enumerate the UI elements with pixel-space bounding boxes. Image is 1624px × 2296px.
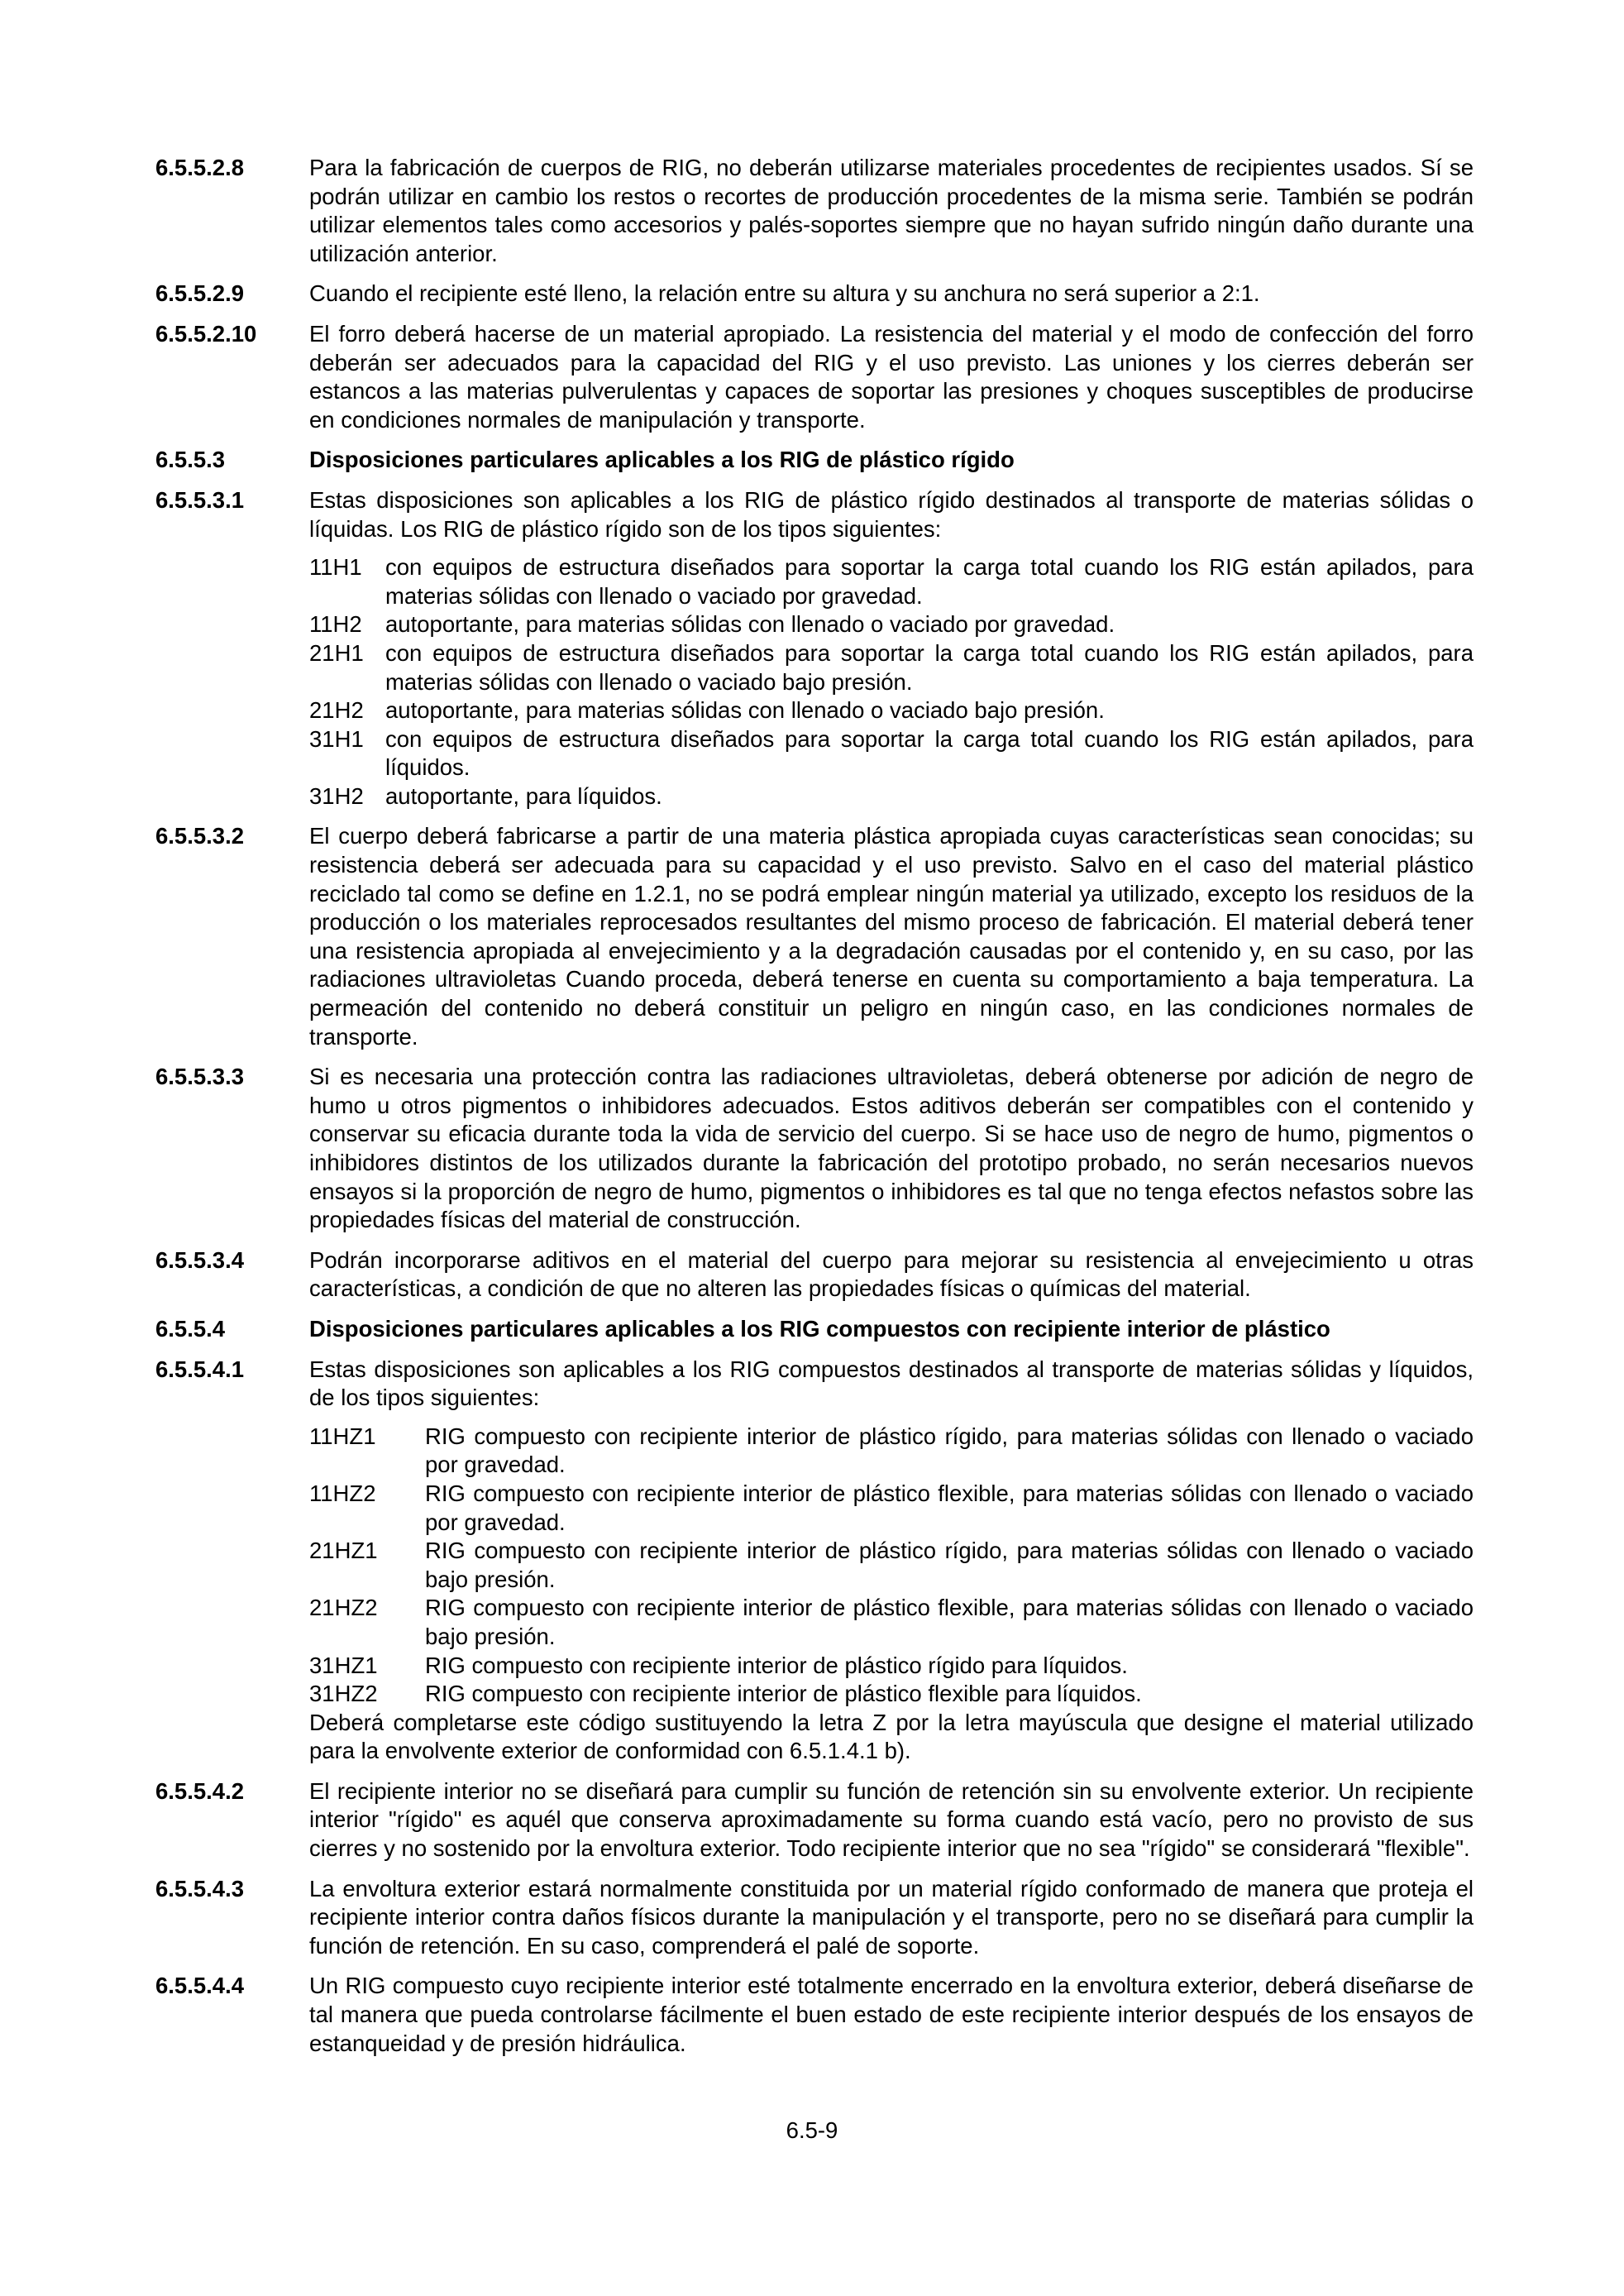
rigid-types-list	[309, 553, 1474, 811]
section-heading: Disposiciones particulares aplicables a los RIG de plástico rígido	[309, 447, 1015, 473]
section-text: Un RIG compuesto cuyo recipiente interior esté totalmente encerrado en la envoltura exterior, deberá diseñarse de tal manera que pueda controlarse fácilmente el buen estado de este recipiente interior después de los ensayos de estanqueidad y de presión hidráulica.	[309, 1973, 1474, 2056]
type-code: 31HZ2	[309, 1681, 378, 1707]
list-item	[309, 610, 1474, 639]
section-6-5-5-3-4	[155, 1246, 1474, 1303]
section-heading-6-5-5-3	[155, 446, 1474, 475]
page-content	[155, 154, 1474, 2069]
type-code: 11HZ1	[309, 1423, 376, 1449]
list-item	[309, 1652, 1474, 1681]
section-6-5-5-4-2	[155, 1777, 1474, 1863]
section-text: Estas disposiciones son aplicables a los RIG compuestos destinados al transporte de materias sólidas y líquidos, de los tipos siguientes:	[309, 1356, 1474, 1411]
section-6-5-5-3-1	[155, 486, 1474, 811]
section-text: Cuando el recipiente esté lleno, la relación entre su altura y su anchura no será superior a 2:1.	[309, 280, 1260, 307]
section-text: El cuerpo deberá fabricarse a partir de una materia plástica apropiada cuyas características sean conocidas; su resistencia deberá ser adecuada para su capacidad y el uso previsto. Salvo en el caso del material plástico reciclado tal como se define en 1.2.1, no se podrá emplear ningún material ya utilizado, excepto los residuos de la producción o los materiales reprocesados resultantes del mismo proceso de fabricación. El material deberá tener una resistencia apropiada al envejecimiento y a la degradación causadas por el contenido y, en su caso, por las radiaciones ultravioletas Cuando proceda, deberá tenerse en cuenta su comportamiento a baja temperatura. La permeación del contenido no deberá constituir un peligro en ningún caso, en las condiciones normales de transporte.	[309, 823, 1474, 1050]
list-item	[309, 1594, 1474, 1651]
list-item	[309, 553, 1474, 610]
type-code: 11H1	[309, 554, 362, 581]
type-code: 21HZ2	[309, 1595, 378, 1621]
section-number: 6.5.5.4	[155, 1315, 226, 1342]
type-code: 11HZ2	[309, 1480, 376, 1506]
section-number: 6.5.5.4.3	[155, 1875, 245, 1901]
section-number: 6.5.5.4.4	[155, 1973, 245, 1999]
type-description: con equipos de estructura diseñados para soportar la carga total cuando los RIG están apilados, para líquidos.	[385, 725, 1474, 781]
section-number: 6.5.5.2.8	[155, 155, 245, 180]
type-description: RIG compuesto con recipiente interior de plástico flexible para líquidos.	[425, 1681, 1142, 1707]
type-code: 31HZ1	[309, 1652, 378, 1678]
section-number: 6.5.5.3	[155, 447, 226, 473]
list-item	[309, 725, 1474, 782]
section-number: 6.5.5.3.1	[155, 486, 245, 513]
type-description: con equipos de estructura diseñados para soportar la carga total cuando los RIG están apilados, para materias sólidas con llenado o vaciado bajo presión.	[385, 639, 1474, 695]
section-heading: Disposiciones particulares aplicables a los RIG compuestos con recipiente interior de plástico	[309, 1315, 1330, 1342]
type-code: 21H2	[309, 697, 364, 724]
section-text: Estas disposiciones son aplicables a los RIG de plástico rígido destinados al transporte de materias sólidas o líquidas. Los RIG de plástico rígido son de los tipos siguientes:	[309, 486, 1474, 542]
type-description: autoportante, para líquidos.	[385, 782, 662, 809]
type-code: 21H1	[309, 639, 364, 666]
code-note: Deberá completarse este código sustituyendo la letra Z por la letra mayúscula que designe el material utilizado para la envolvente exterior de conformidad con 6.5.1.4.1 b).	[309, 1709, 1474, 1764]
list-item	[309, 1480, 1474, 1537]
section-6-5-5-3-3	[155, 1063, 1474, 1235]
type-description: autoportante, para materias sólidas con llenado o vaciado por gravedad.	[385, 611, 1115, 638]
section-6-5-5-3-2	[155, 822, 1474, 1051]
section-6-5-5-2-9	[155, 280, 1474, 309]
type-code: 11H2	[309, 611, 362, 638]
section-number: 6.5.5.2.10	[155, 320, 257, 347]
composite-types-list	[309, 1423, 1474, 1709]
section-6-5-5-4-3	[155, 1875, 1474, 1961]
type-code: 31H2	[309, 782, 364, 809]
page-number: 6.5-9	[786, 2117, 838, 2143]
section-number: 6.5.5.2.9	[155, 280, 245, 307]
type-description: RIG compuesto con recipiente interior de plástico rígido para líquidos.	[425, 1652, 1128, 1678]
section-6-5-5-2-10	[155, 320, 1474, 434]
list-item	[309, 1423, 1474, 1480]
list-item	[309, 1537, 1474, 1594]
section-number: 6.5.5.4.1	[155, 1356, 245, 1382]
type-code: 31H1	[309, 725, 364, 752]
list-item	[309, 696, 1474, 725]
section-6-5-5-2-8	[155, 154, 1474, 268]
type-description: con equipos de estructura diseñados para soportar la carga total cuando los RIG están apilados, para materias sólidas con llenado o vaciado por gravedad.	[385, 554, 1474, 609]
section-text: Podrán incorporarse aditivos en el material del cuerpo para mejorar su resistencia al envejecimiento u otras características, a condición de que no alteren las propiedades físicas o químicas del material.	[309, 1246, 1474, 1302]
section-number: 6.5.5.3.4	[155, 1246, 245, 1273]
section-6-5-5-4-1	[155, 1356, 1474, 1766]
type-code: 21HZ1	[309, 1538, 378, 1564]
section-text: Para la fabricación de cuerpos de RIG, no deberán utilizarse materiales procedentes de recipientes usados. Sí se podrán utilizar en cambio los restos o recortes de producción procedentes de la misma serie. También se podrán utilizar elementos tales como accesorios y palés-soportes siempre que no hayan sufrido ningún daño durante una utilización anterior.	[309, 155, 1474, 266]
list-item	[309, 639, 1474, 696]
type-description: RIG compuesto con recipiente interior de plástico rígido, para materias sólidas con llenado o vaciado bajo presión.	[425, 1538, 1474, 1592]
section-text: El recipiente interior no se diseñará para cumplir su función de retención sin su envolvente exterior. Un recipiente interior "rígido" es aquél que conserva aproximadamente su forma cuando está vacío, pero no provisto de sus cierres y no sostenido por la envoltura exterior. Todo recipiente interior que no sea "rígido" se considerará "flexible".	[309, 1777, 1474, 1862]
section-number: 6.5.5.4.2	[155, 1777, 245, 1804]
type-description: autoportante, para materias sólidas con llenado o vaciado bajo presión.	[385, 697, 1105, 724]
section-heading-6-5-5-4	[155, 1315, 1474, 1344]
section-text: Si es necesaria una protección contra las radiaciones ultravioletas, deberá obtenerse por adición de negro de humo u otros pigmentos o inhibidores adecuados. Estos aditivos deberán ser compatibles con el contenido y conservar su eficacia durante toda la vida de servicio del cuerpo. Si se hace uso de negro de humo, pigmentos o inhibidores distintos de los utilizados durante la fabricación del prototipo probado, no serán necesarios nuevos ensayos si la proporción de negro de humo, pigmentos o inhibidores es tal que no tenga efectos nefastos sobre las propiedades físicas del material de construcción.	[309, 1064, 1474, 1233]
section-number: 6.5.5.3.2	[155, 823, 245, 849]
list-item	[309, 782, 1474, 811]
section-text: El forro deberá hacerse de un material apropiado. La resistencia del material y el modo de confección del forro deberán ser adecuados para la capacidad del RIG y el uso previsto. Las uniones y los cierres deberán ser estancos a las materias pulverulentas y capaces de soportar las presiones y choques susceptibles de producirse en condiciones normales de manipulación y transporte.	[309, 320, 1474, 433]
section-text: La envoltura exterior estará normalmente constituida por un material rígido conformado de manera que proteja el recipiente interior contra daños físicos durante la manipulación y el transporte, pero no se diseñará para cumplir la función de retención. En su caso, comprenderá el palé de soporte.	[309, 1875, 1474, 1959]
type-description: RIG compuesto con recipiente interior de plástico flexible, para materias sólidas con llenado o vaciado por gravedad.	[425, 1480, 1474, 1535]
section-number: 6.5.5.3.3	[155, 1064, 245, 1090]
section-6-5-5-4-4	[155, 1972, 1474, 2058]
type-description: RIG compuesto con recipiente interior de plástico flexible, para materias sólidas con llenado o vaciado bajo presión.	[425, 1595, 1474, 1649]
list-item	[309, 1680, 1474, 1709]
type-description: RIG compuesto con recipiente interior de plástico rígido, para materias sólidas con llenado o vaciado por gravedad.	[425, 1423, 1474, 1478]
